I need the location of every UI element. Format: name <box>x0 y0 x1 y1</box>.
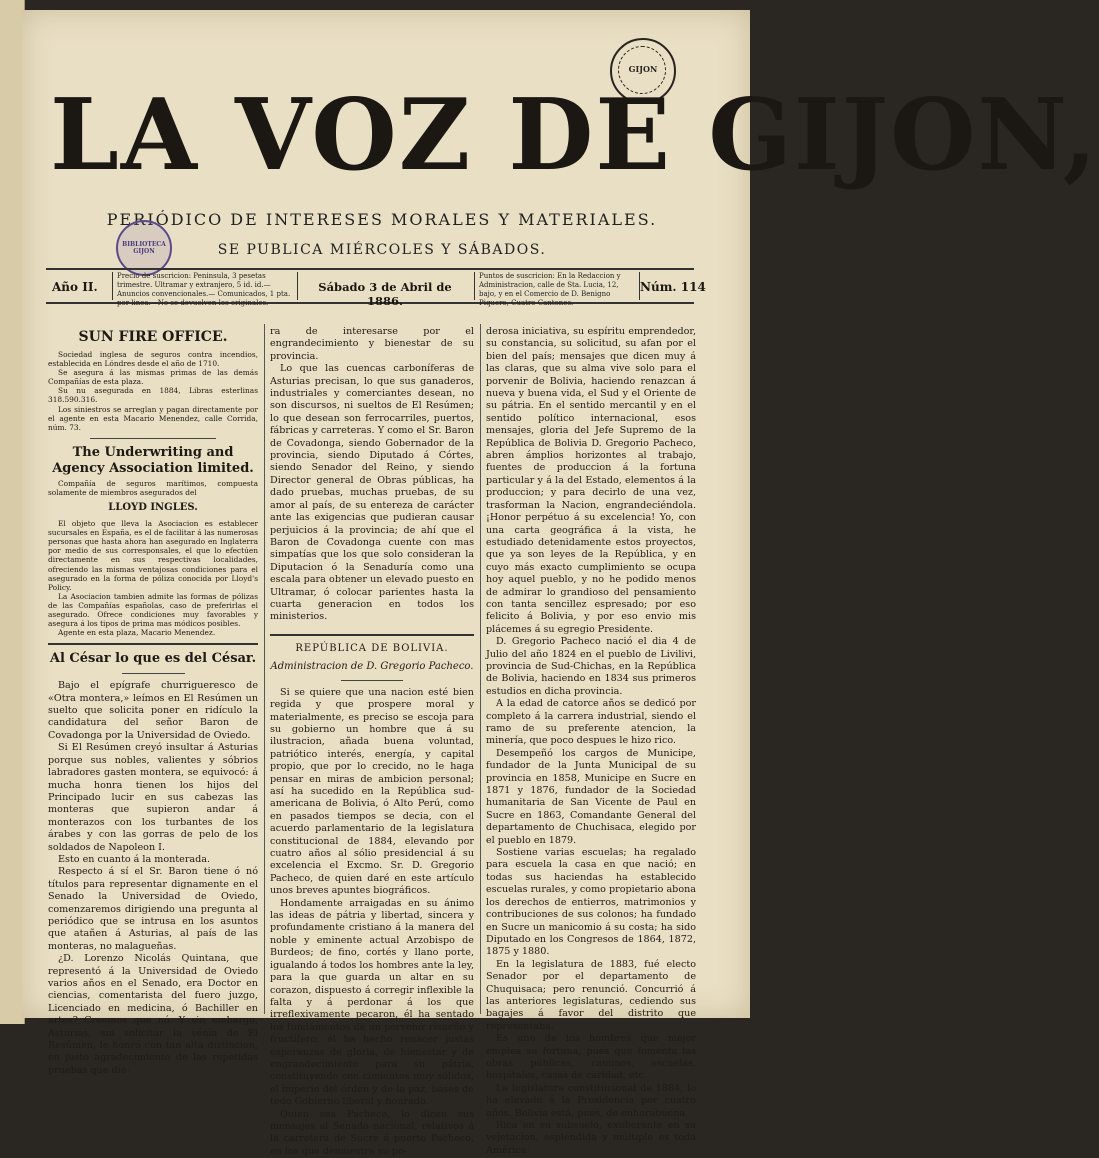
article-paragraph: La legislatura constitucional de 1884, lo ha elevado á la Presidencia por cuatro años. Bolivia está, pues, de enhorabuena. <box>486 1082 696 1119</box>
masthead-subtitle: PERIÓDICO DE INTERESES MORALES Y MATERIALES. <box>106 210 658 229</box>
section-title: REPÚBLICA DE BOLIVIA. <box>295 642 449 654</box>
article-title: Al César lo que es del César. <box>49 651 257 667</box>
ad-underwriting-body <box>48 479 258 637</box>
issue-number: Núm. 114 <box>640 280 706 294</box>
article-paragraph: Sostiene varias escuelas; ha regalado para escuela la casa en que nació; en todas sus haciendas ha establecido escuelas rurales, y como propietario abona los derechos de entierros, matrimonios y contribuciones de sus colonos; ha fundado en Sucre un manicomio á su costa; ha sido Diputado en los Congresos de 1864, 1872, 1875 y 1880. <box>486 847 696 958</box>
header-top-rule <box>46 268 694 270</box>
column-3 <box>486 326 696 1156</box>
ad-sun-fire-body <box>48 350 258 432</box>
article-paragraph: Respecto á sí el Sr. Baron tiene ó nó títulos para representar dignamente en el Senado la Universidad de Oviedo, comenzaremos dirigiendo una pregunta al periódico que se intrusa en los asuntos que atañen á Asturias, al país de las monteras, no malagueñas. <box>48 866 258 952</box>
ad-text: Se asegura á las mismas primas de las demás Compañías de esta plaza. <box>48 368 258 387</box>
publish-days: SE PUBLICA MIÉRCOLES Y SÁBADOS. <box>217 242 547 258</box>
article-paragraph: derosa iniciativa, su espíritu emprendedor, su constancia, su solicitud, su afan por el bien del país; mensajes que dicen muy á las claras, que su alma vive solo para el porvenir de Bolivia, haciendo renazcan á nueva y buena vida, el Sud y el Oriente de su pátria. En el sentido mercantil y en el sentido político internacional, esos mensajes, gloria del Jefe Supremo de la República de Bolivia D. Gregorio Pacheco, abren ámplios horizontes al trabajo, fuentes de produccion á la fortuna particular y á la del Estado, elementos á la produccion; y para decirlo de una vez, trasforman la Nacion, engrandeciéndola. ¡Honor perpétuo á su excelencia! Yo, con una carta geográfica á la vista, he estudiado detenidamente estos proyectos, que ya son leyes de la República, y en cuyo más exacto cumplimiento se ocupa hoy aquel pueblo, y no he podido menos de admirar lo grandioso del pensamiento con tanta sencillez espresado; por eso felicito á Bolivia, y por eso envio mis plácemes á su egregio Presidente. <box>486 326 696 635</box>
separator <box>341 680 402 681</box>
column-rule-1 <box>264 324 265 1014</box>
ad-underwriting-title: The Underwriting and Agency Association limited. <box>52 444 254 476</box>
ad-text: El objeto que lleva la Asociacion es establecer sucursales en España, es el de facilitar á las numerosas personas que hasta ahora han asegurado en Inglaterra por medio de sus corresponsales, el que lo efectúen directamente en sus respectivas localidades, ofreciendo las mismas ventajosas condiciones para el asegurado en la forma de póliza conocida por Lloyd's Policy. <box>48 519 258 592</box>
ad-text: Los siniestros se arreglan y pagan directamente por el agente en esta Macario Menendez, calle Corrida, núm. 73. <box>48 404 258 432</box>
article-paragraph: D. Gregorio Pacheco nació el dia 4 de Julio del año 1824 en el pueblo de Livilivi, provincia de Sud-Chichas, en la República de Bolivia, haciendo en 1834 sus primeros estudios en dicha provincia. <box>486 636 696 697</box>
article-paragraph: ¿D. Lorenzo Nicolás Quintana, que representó á la Universidad de Oviedo varios años en el Senado, era Doctor en ciencias, comentarista del fuero juzgo, Licenciado en medicina, ó Bachiller en artes? Creemos que nó. Y sin embargo, Asturias, sin solicitar la vénia de El Resúmen, le honró con tan alta distincion, en justo agradecimiento de las repetidas pruebas que die- <box>48 953 258 1076</box>
subscription-prices: Precio de suscricion: Peninsula, 3 pesetas trimestre. Ultramar y extranjero, 5 id. id.— Anuncios convencionales.— Comunicados, 1 pta. por linea.—No se devuelven los originales. <box>112 272 298 300</box>
column-2 <box>270 326 474 1157</box>
column-rule-2 <box>480 324 481 1014</box>
section-subtitle: Administracion de D. Gregorio Pacheco. <box>270 660 474 672</box>
issue-date: Sábado 3 de Abril de 1886. <box>318 280 452 308</box>
separator <box>48 643 258 645</box>
article-paragraph: Hondamente arraigadas en su ánimo las ideas de pátria y libertad, sincera y profundamente cristiano á la manera del noble y eminente actual Arzobispo de Burdeos; de fino, cortés y llano porte, igualando á todos los hombres ante la ley, para la que guarda un altar en su corazon, dispuesto á corregir inflexible la falta y á perdonar á los que irreflexivamente pecaron, él ha sentado los fundamentos de un porvenir risueño y fructífero; él ha hecho renacer justas esperanzas de gloria, de bienestar y de engrandecimiento para su pátria, constituyendo con cimientos muy sólidos, el imperio del órden y de la paz, bases de todo Gobierno liberal y honrado. <box>270 897 474 1108</box>
separator <box>122 673 185 674</box>
article-paragraph: Es uno de los hombres que mejor emplea su fortuna, pues que fomenta las obras públicas, caminos, escuelas, hospitales, casas de caridad, etc. <box>486 1033 696 1082</box>
postmark-text: GIJON <box>628 64 658 74</box>
separator <box>270 634 474 636</box>
article-paragraph: Bajo el epígrafe churrigueresco de «Otra montera,» leímos en El Resúmen un suelto que solicita poner en ridículo la candidatura del señor Baron de Covadonga por la Universidad de Oviedo. <box>48 680 258 741</box>
article-paragraph: Desempeñó los cargos de Municipe, fundador de la Junta Municipal de su provincia en 1858, Municipe en Sucre en 1871 y 1876, fundador de la Sociedad humanitaria de San Vicente de Paul en Sucre en 1863, Comandante General del departamento de Chuchisaca, elegido por el pueblo en 1879. <box>486 747 696 846</box>
library-stamp-text: BIBLIOTECA GIJON <box>122 241 166 255</box>
subscription-points: Puntos de suscricion: En la Redaccion y Administracion, calle de Sta. Lucia, 12, bajo, y en el Comercio de D. Benigno Piquero, Cuatro Cantones. <box>474 272 640 300</box>
ad-sun-fire-title: SUN FIRE OFFICE. <box>78 329 228 345</box>
ad-text: La Asociacion tambien admite las formas de pólizas de las Compañías españolas, caso de preferirlas el asegurado. Ofrece condiciones muy favorables y asegura á los tipos de prima mas módicos posibles. <box>48 591 258 629</box>
year-label: Año II. <box>52 280 98 294</box>
ad-text: Su nu asegurada en 1884, Libras esterlinas 318.590.316. <box>48 386 258 405</box>
ad-lloyd-subtitle: LLOYD INGLES. <box>108 502 198 514</box>
ad-text: Compañía de seguros marítimos, compuesta solamente de miembros asegurados del <box>48 478 258 497</box>
article-paragraph: Rica en su subsuelo, exuberante en su vejetacion, espléndida y múltiple es toda América: <box>486 1120 696 1156</box>
ad-text: Agente en esta plaza, Macario Menendez. <box>58 628 216 638</box>
article-paragraph: En la legislatura de 1883, fué electo Senador por el departamento de Chuquisaca; pero renunció. Concurrió á las anteriores legislaturas, cediendo sus bagajes á favor del distrito que representaba. <box>486 958 696 1032</box>
ad-text: Sociedad inglesa de seguros contra incendios, establecida en Lóndres desde el año de 1710. <box>48 350 258 369</box>
separator <box>90 438 216 439</box>
column-1 <box>48 326 258 1076</box>
masthead-title: LA VOZ DE GIJON, <box>50 78 1099 193</box>
article-paragraph: ra de interesarse por el engrandecimiento y bienestar de su provincia. <box>270 326 474 362</box>
article-paragraph: A la edad de catorce años se dedicó por completo á la carrera industrial, siendo el ramo de su preferente atencion, la minería, que poco despues le hizo rico. <box>486 698 696 747</box>
article-paragraph: Si se quiere que una nacion esté bien regida y que prospere moral y materialmente, es preciso se escoja para su gobierno un hombre que á su ilustracion, añada buena voluntad, patriótico interés, energía, y capital propio, que por lo crecido, no le haga pensar en miras de ambicion personal; así ha sucedido en la República sud-americana de Bolivia, ó Alto Perú, como en pasados tiempos se decia, con el acuerdo parlamentario de la legislatura constitucional de 1884, elevando por cuatro años al sólio presidencial á su excelencia el Excmo. Sr. D. Gregorio Pacheco, de quien daré en este artículo unos breves apuntes biográficos. <box>270 686 474 897</box>
article-paragraph: Esto en cuanto á la monterada. <box>58 853 211 865</box>
article-paragraph: Quien sea Pacheco, lo dicen sus mensajes al Senado nacional, relativos á la carretera de Sucre á puerto Pacheco, en los que demuestra su po- <box>270 1108 474 1157</box>
article-paragraph: Lo que las cuencas carboníferas de Asturias precisan, lo que sus ganaderos, industriales y comerciantes desean, no son discursos, ni sueltos de El Resúmen; lo que desean son ferrocarriles, puertos, fábricas y carreteras. Y como el Sr. Baron de Covadonga, siendo Gobernador de la provincia, siendo Diputado á Córtes, siendo Senador del Reino, y siendo Director general de Obras públicas, ha dado pruebas, muchas pruebas, de su amor al país, de su entereza de carácter ante las exigencias que pudieran causar perjuicios á la provincia; de ahí que el Baron de Covadonga cuente con mas simpatías que los que solo consideran la Diputacion ó la Senaduría como una escala para obtener un elevado puesto en Ultramar, ó colocar parientes hasta la cuarta generacion en todos los ministerios. <box>270 363 474 623</box>
article-paragraph: Si El Resúmen creyó insultar á Asturias porque sus nobles, valientes y sóbrios labradores gasten montera, se equivocó: á mucha honra tienen los hijos del Principado lucir en sus cabezas las monteras que supieron andar á monterazos con los turbantes de los árabes y con las gorras de pelo de los soldados de Napoleon I. <box>48 742 258 853</box>
newspaper-page <box>22 10 1099 1157</box>
